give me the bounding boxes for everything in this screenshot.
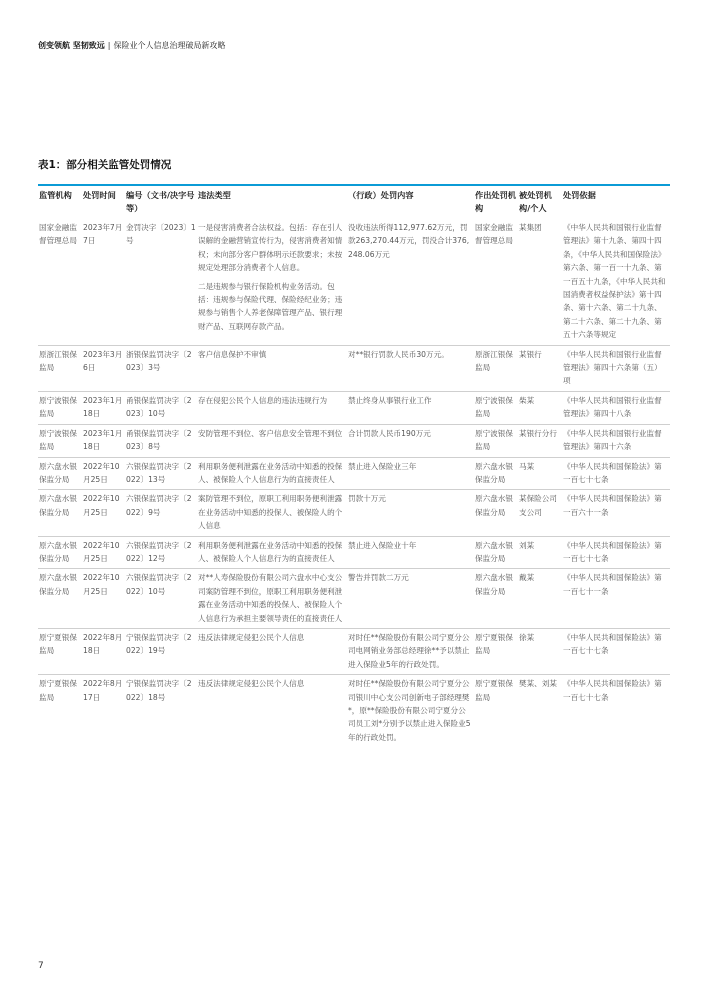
table-row bbox=[38, 675, 670, 748]
violation-paragraph: 违反法律规定侵犯公民个人信息 bbox=[198, 632, 305, 642]
cell-number: 六银保监罚决字〔2022〕12号 bbox=[125, 536, 197, 569]
cell-agency: 原六盘水银保监分局 bbox=[38, 457, 82, 490]
cell-penalty: 禁止进入保险业三年 bbox=[347, 457, 474, 490]
column-header: （行政）处罚内容 bbox=[348, 190, 414, 200]
violation-paragraph: 二是违规参与银行保险机构业务活动。包括：违规参与保险代理、保险经纪业务；违规参与销售个人养老保障管理产品、银行理财产品、互联网存款产品。 bbox=[198, 281, 343, 331]
column-header: 作出处罚机构 bbox=[475, 190, 516, 213]
cell-date: 2022年10月25日 bbox=[82, 536, 125, 569]
cell-agency: 原六盘水银保监分局 bbox=[38, 569, 82, 629]
violation-paragraph: 对**人寿保险股份有限公司六盘水中心支公司案防管理不到位，原职工利用职务便利泄露在业务活动中知悉的投保人、被保险人个人信息行为承担主要领导责任的直接责任人 bbox=[198, 573, 343, 623]
column-header: 监管机构 bbox=[39, 190, 72, 200]
cell-basis: 《中华人民共和国银行业监督管理法》第四十八条 bbox=[562, 391, 670, 424]
cell-basis: 《中华人民共和国保险法》第一百七十七条 bbox=[562, 675, 670, 748]
cell-basis: 《中华人民共和国保险法》第一百六十一条 bbox=[562, 490, 670, 536]
cell-penalty: 对**银行罚款人民币30万元。 bbox=[347, 345, 474, 391]
cell-basis: 《中华人民共和国保险法》第一百七十一条 bbox=[562, 569, 670, 629]
cell-date: 2023年7月7日 bbox=[83, 223, 123, 246]
cell-number: 甬银保监罚决字〔2023〕8号 bbox=[125, 424, 197, 457]
column-header: 违法类型 bbox=[198, 190, 231, 200]
cell-issuer: 原六盘水银保监分局 bbox=[474, 457, 518, 490]
cell-target: 马某 bbox=[518, 457, 562, 490]
page-number: 7 bbox=[38, 961, 44, 971]
cell-issuer: 国家金融监督管理总局 bbox=[475, 223, 513, 246]
cell-violation bbox=[197, 219, 347, 345]
cell-violation bbox=[197, 457, 347, 490]
cell-target: 某保险公司支公司 bbox=[518, 490, 562, 536]
violation-paragraph: 客户信息保护不审慎 bbox=[198, 349, 267, 359]
cell-date: 2022年8月17日 bbox=[82, 675, 125, 748]
cell-violation bbox=[197, 569, 347, 629]
cell-number: 宁银保监罚决字〔2022〕18号 bbox=[125, 675, 197, 748]
cell-target: 樊某、刘某 bbox=[518, 675, 562, 748]
cell-target: 某银行 bbox=[518, 345, 562, 391]
table-row bbox=[38, 219, 670, 345]
column-header: 处罚依据 bbox=[563, 190, 596, 200]
cell-number: 金罚决字〔2023〕1号 bbox=[126, 223, 196, 246]
table-header-row bbox=[38, 187, 670, 219]
cell-date: 2022年10月25日 bbox=[82, 569, 125, 629]
cell-date: 2023年1月18日 bbox=[82, 424, 125, 457]
cell-issuer: 原宁波银保监局 bbox=[474, 391, 518, 424]
cell-agency: 原六盘水银保监分局 bbox=[38, 490, 82, 536]
cell-date: 2023年3月6日 bbox=[82, 345, 125, 391]
cell-issuer: 原六盘水银保监分局 bbox=[474, 536, 518, 569]
cell-penalty: 禁止终身从事银行业工作 bbox=[347, 391, 474, 424]
cell-agency: 原宁夏银保监局 bbox=[38, 675, 82, 748]
cell-number: 六银保监罚决字〔2022〕10号 bbox=[125, 569, 197, 629]
header-subtitle: 保险业个人信息治理破局新攻略 bbox=[113, 41, 226, 50]
cell-penalty: 罚款十万元 bbox=[347, 490, 474, 536]
cell-target: 戴某 bbox=[518, 569, 562, 629]
cell-target: 柴某 bbox=[518, 391, 562, 424]
cell-date: 2022年10月25日 bbox=[82, 457, 125, 490]
column-header: 处罚时间 bbox=[83, 190, 116, 200]
cell-issuer: 原六盘水银保监分局 bbox=[474, 569, 518, 629]
cell-number: 甬银保监罚决字〔2023〕10号 bbox=[125, 391, 197, 424]
violation-paragraph: 存在侵犯公民个人信息的违法违规行为 bbox=[198, 395, 328, 405]
cell-violation bbox=[197, 424, 347, 457]
table-row bbox=[38, 628, 670, 674]
violation-paragraph: 案防管理不到位，原职工利用职务便利泄露在业务活动中知悉的投保人、被保险人的个人信息 bbox=[198, 494, 343, 531]
cell-agency: 原浙江银保监局 bbox=[38, 345, 82, 391]
cell-basis: 《中华人民共和国保险法》第一百七十七条 bbox=[562, 457, 670, 490]
cell-violation bbox=[197, 675, 347, 748]
cell-penalty: 合计罚款人民币190万元 bbox=[347, 424, 474, 457]
cell-target: 徐某 bbox=[518, 628, 562, 674]
violation-paragraph: 违反法律规定侵犯公民个人信息 bbox=[198, 679, 305, 689]
cell-number: 六银保监罚决字〔2022〕9号 bbox=[125, 490, 197, 536]
table-row bbox=[38, 457, 670, 490]
cell-target: 刘某 bbox=[518, 536, 562, 569]
cell-number: 宁银保监罚决字〔2022〕19号 bbox=[125, 628, 197, 674]
cell-penalty: 没收违法所得112,977.62万元，罚款263,270.44万元，罚没合计376,248.06万元 bbox=[348, 223, 470, 259]
table-title: 表1：部分相关监管处罚情况 bbox=[38, 159, 172, 171]
table-row bbox=[38, 569, 670, 629]
column-header: 编号（文书/决字号等） bbox=[126, 190, 195, 213]
cell-basis: 《中华人民共和国银行业监督管理法》第四十六条第（五）项 bbox=[562, 345, 670, 391]
header-separator: | bbox=[107, 41, 111, 50]
penalty-table bbox=[38, 187, 670, 747]
cell-target: 某集团 bbox=[519, 223, 542, 232]
cell-basis: 《中华人民共和国保险法》第一百七十七条 bbox=[562, 628, 670, 674]
cell-issuer: 原六盘水银保监分局 bbox=[474, 490, 518, 536]
cell-penalty: 对时任**保险股份有限公司宁夏分公司电网销业务部总经理徐**予以禁止进入保险业5年的行政处罚。 bbox=[347, 628, 474, 674]
header-brand: 创变领航 坚韧致远 bbox=[38, 41, 105, 50]
cell-issuer: 原浙江银保监局 bbox=[474, 345, 518, 391]
cell-issuer: 原宁夏银保监局 bbox=[474, 675, 518, 748]
cell-violation bbox=[197, 536, 347, 569]
cell-number: 六银保监罚决字〔2022〕13号 bbox=[125, 457, 197, 490]
cell-violation bbox=[197, 628, 347, 674]
table-row bbox=[38, 345, 670, 391]
cell-violation bbox=[197, 345, 347, 391]
cell-basis: 《中华人民共和国银行业监督管理法》第四十六条 bbox=[562, 424, 670, 457]
cell-agency: 原宁波银保监局 bbox=[38, 391, 82, 424]
column-header: 被处罚机构/个人 bbox=[519, 190, 552, 213]
table-header-rule bbox=[38, 184, 670, 186]
cell-penalty: 对时任**保险股份有限公司宁夏分公司银川中心支公司创新电子部经理樊*，原**保险股份有限公司宁夏分公司员工刘*分别予以禁止进入保险业5年的行政处罚。 bbox=[347, 675, 474, 748]
cell-basis: 《中华人民共和国保险法》第一百七十七条 bbox=[562, 536, 670, 569]
cell-date: 2023年1月18日 bbox=[82, 391, 125, 424]
cell-agency: 国家金融监督管理总局 bbox=[39, 223, 77, 246]
cell-penalty: 禁止进入保险业十年 bbox=[347, 536, 474, 569]
cell-agency: 原六盘水银保监分局 bbox=[38, 536, 82, 569]
cell-agency: 原宁波银保监局 bbox=[38, 424, 82, 457]
cell-penalty: 警告并罚款二万元 bbox=[347, 569, 474, 629]
violation-paragraph: 安防管理不到位、客户信息安全管理不到位 bbox=[198, 428, 343, 438]
table-row bbox=[38, 490, 670, 536]
cell-violation bbox=[197, 490, 347, 536]
cell-number: 浙银保监罚决字〔2023〕3号 bbox=[125, 345, 197, 391]
violation-paragraph: 一是侵害消费者合法权益。包括：存在引人误解的金融营销宣传行为，侵害消费者知情权；未向部分客户群体明示还款要求；未按规定处理部分消费者个人信息。 bbox=[198, 223, 343, 273]
cell-target: 某银行分行 bbox=[518, 424, 562, 457]
violation-paragraph: 利用职务便利泄露在业务活动中知悉的投保人、被保险人个人信息行为的直接责任人 bbox=[198, 461, 343, 484]
cell-basis: 《中华人民共和国银行业监督管理法》第十九条、第四十四条，《中华人民共和国保险法》第六条、第一百一十九条、第一百五十九条，《中华人民共和国消费者权益保护法》第十四条、第十六条、第二十九条、第二十六条、第二十九条、第五十六条等规定 bbox=[563, 223, 666, 340]
cell-issuer: 原宁波银保监局 bbox=[474, 424, 518, 457]
cell-violation bbox=[197, 391, 347, 424]
cell-date: 2022年8月18日 bbox=[82, 628, 125, 674]
cell-agency: 原宁夏银保监局 bbox=[38, 628, 82, 674]
table-row bbox=[38, 391, 670, 424]
table-row bbox=[38, 424, 670, 457]
table-row bbox=[38, 536, 670, 569]
cell-issuer: 原宁夏银保监局 bbox=[474, 628, 518, 674]
page-header bbox=[38, 40, 226, 51]
violation-paragraph: 利用职务便利泄露在业务活动中知悉的投保人、被保险人个人信息行为的直接责任人 bbox=[198, 540, 343, 563]
cell-date: 2022年10月25日 bbox=[82, 490, 125, 536]
